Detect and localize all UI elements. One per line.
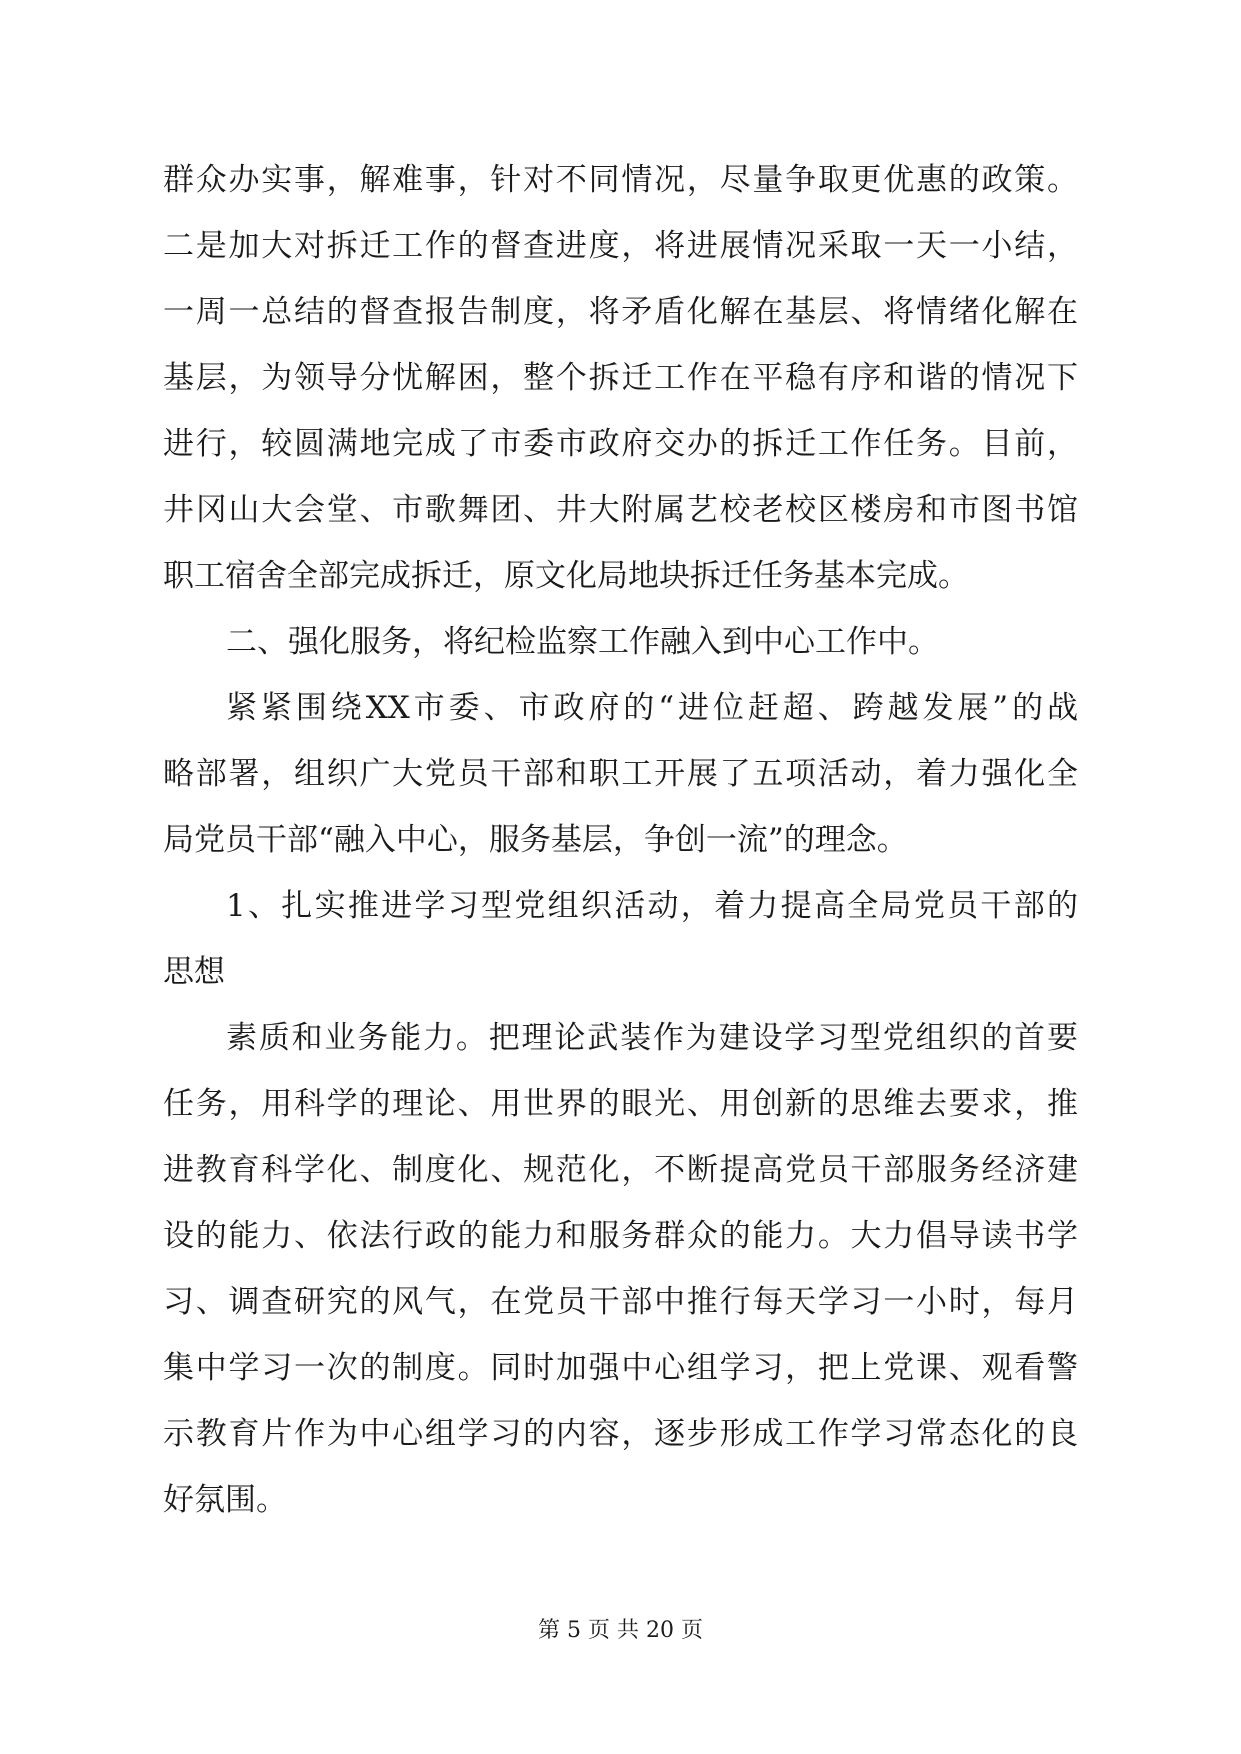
text-line: 略部署，组织广大党员干部和职工开展了五项活动，着力强化全 bbox=[163, 756, 1078, 792]
text-line: 任务，用科学的理论、用世界的眼光、用创新的思维去要求，推 bbox=[163, 1086, 1078, 1122]
subsection-heading: 1、扎实推进学习型党组织活动，着力提高全局党员干部的 bbox=[226, 888, 1078, 924]
text-line: 一周一总结的督查报告制度，将矛盾化解在基层、将情绪化解在 bbox=[163, 294, 1078, 330]
text-line: 局党员干部“融入中心，服务基层，争创一流”的理念。 bbox=[163, 822, 908, 858]
text-line: 好氛围。 bbox=[163, 1482, 287, 1518]
text-line: 二是加大对拆迁工作的督查进度，将进展情况采取一天一小结， bbox=[163, 228, 1078, 264]
text-line: 设的能力、依法行政的能力和服务群众的能力。大力倡导读书学 bbox=[163, 1218, 1078, 1254]
text-line: 紧紧围绕XX市委、市政府的“进位赶超、跨越发展”的战 bbox=[226, 690, 1078, 726]
text-line: 集中学习一次的制度。同时加强中心组学习，把上党课、观看警 bbox=[163, 1350, 1078, 1386]
text-line: 习、调查研究的风气，在党员干部中推行每天学习一小时，每月 bbox=[163, 1284, 1078, 1320]
text-line: 思想 bbox=[163, 954, 225, 990]
text-line: 进行，较圆满地完成了市委市政府交办的拆迁工作任务。目前， bbox=[163, 426, 1078, 462]
text-line: 井冈山大会堂、市歌舞团、井大附属艺校老校区楼房和市图书馆 bbox=[163, 492, 1078, 528]
text-line: 素质和业务能力。把理论武装作为建设学习型党组织的首要 bbox=[226, 1020, 1078, 1056]
text-line: 群众办实事，解难事，针对不同情况，尽量争取更优惠的政策。 bbox=[163, 162, 1078, 198]
text-line: 进教育科学化、制度化、规范化，不断提高党员干部服务经济建 bbox=[163, 1152, 1078, 1188]
document-body bbox=[163, 147, 1078, 1533]
text-line: 职工宿舍全部完成拆迁，原文化局地块拆迁任务基本完成。 bbox=[163, 558, 969, 594]
page-number-footer: 第 5 页 共 20 页 bbox=[538, 1618, 703, 1643]
text-line: 示教育片作为中心组学习的内容，逐步形成工作学习常态化的良 bbox=[163, 1416, 1078, 1452]
section-heading: 二、强化服务，将纪检监察工作融入到中心工作中。 bbox=[226, 624, 939, 660]
text-line: 基层，为领导分忧解困，整个拆迁工作在平稳有序和谐的情况下 bbox=[163, 360, 1078, 396]
